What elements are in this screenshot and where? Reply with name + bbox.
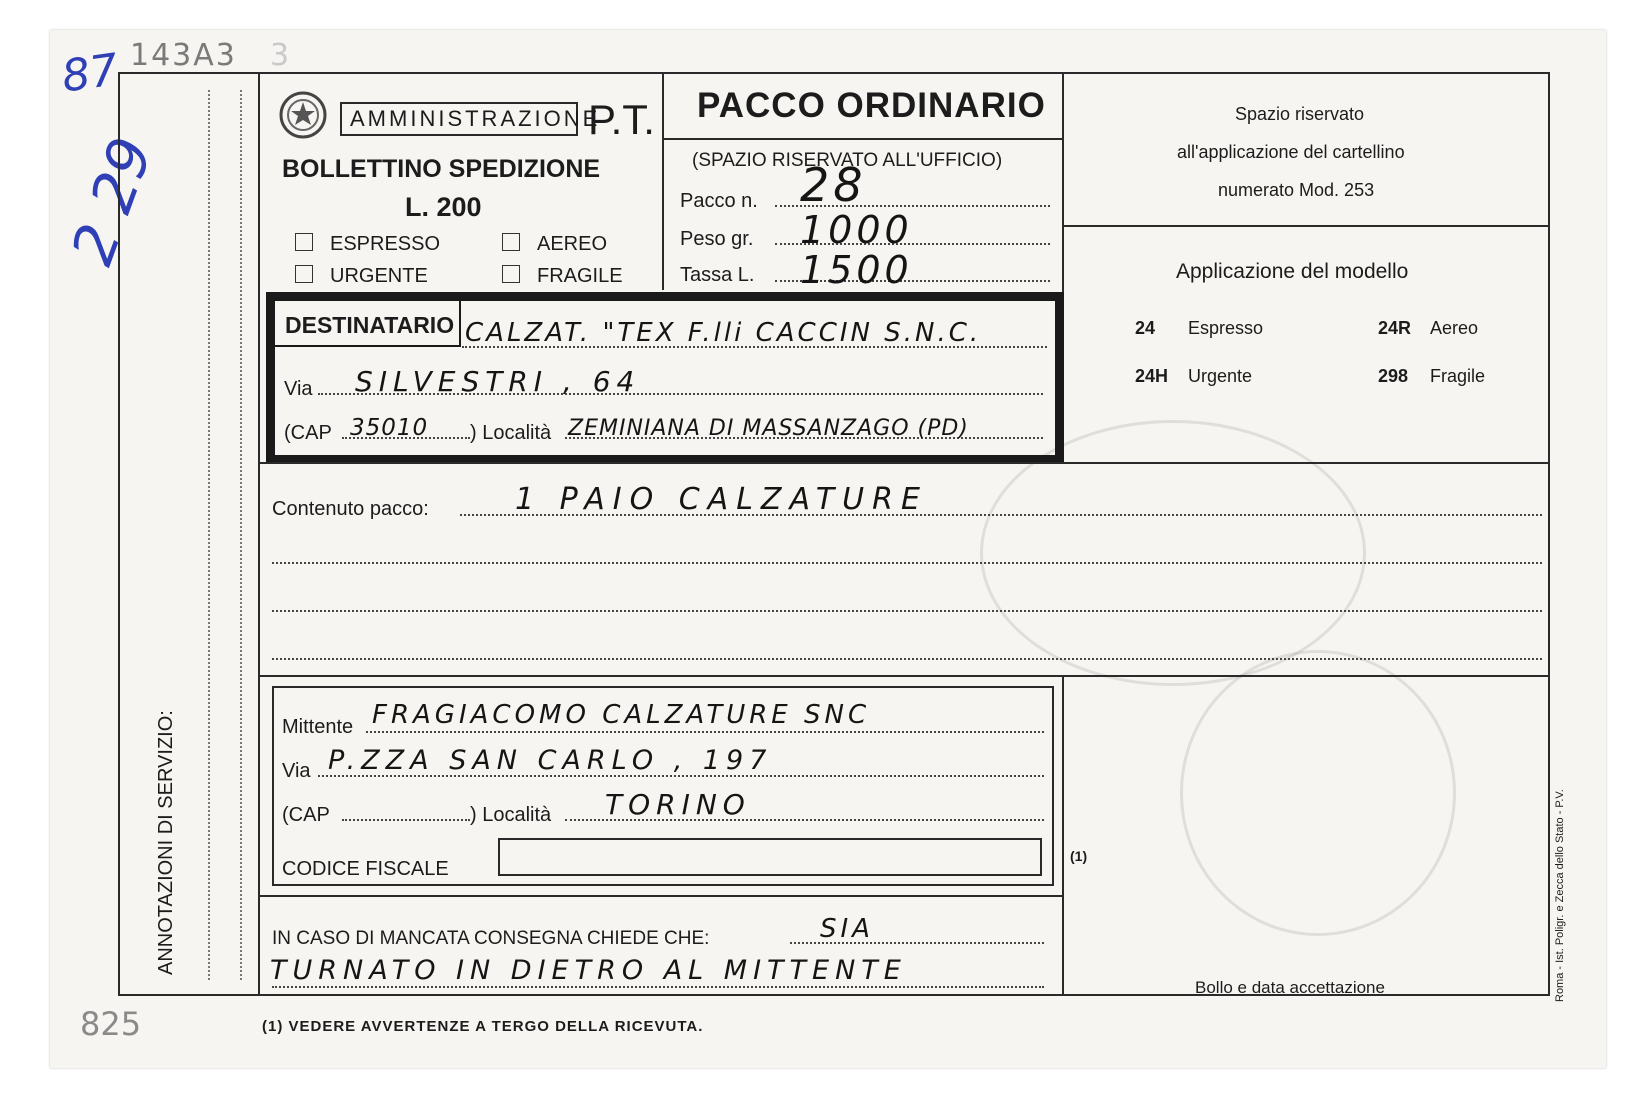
admin-suffix: P.T. — [588, 96, 655, 143]
mittente-footnote-mark: (1) — [1070, 848, 1088, 864]
handwritten-825: 825 — [80, 1005, 142, 1043]
destinatario-localita-value: ZEMINIANA DI MASSANZAGO (PD) — [568, 416, 969, 441]
handwritten-top-note: 143A3 — [130, 38, 237, 73]
admin-label: AMMINISTRAZIONE — [350, 106, 601, 131]
contenuto-top-border — [258, 462, 1550, 464]
reserved-line2: all'applicazione del cartellino — [1177, 142, 1405, 162]
destinatario-title: DESTINATARIO — [285, 312, 455, 338]
fragile-checkbox[interactable] — [502, 265, 520, 283]
reserved-line3: numerato Mod. 253 — [1218, 180, 1375, 200]
mittente-right-divider — [1062, 675, 1064, 996]
mancata-dots-2 — [272, 986, 1044, 988]
mittente-value: FRAGIACOMO CALZATURE SNC — [372, 700, 871, 730]
modello-name-espresso: Espresso — [1188, 318, 1264, 338]
contenuto-dots-3 — [272, 610, 1542, 612]
espresso-checkbox[interactable] — [295, 233, 313, 251]
printer-credit: Roma - Ist. Poligr. e Zecca dello Stato - P.V. — [1554, 789, 1566, 1002]
contenuto-label: Contenuto pacco: — [272, 498, 429, 520]
margin-dotted-2 — [240, 90, 242, 980]
pacco-title-divider — [662, 138, 1062, 140]
aereo-checkbox[interactable] — [502, 233, 520, 251]
mancata-label: IN CASO DI MANCATA CONSEGNA CHIEDE CHE: — [272, 928, 710, 949]
tassa-label: Tassa L. — [680, 264, 755, 286]
destinatario-via-label: Via — [284, 378, 313, 400]
modello-code-298: 298 — [1378, 366, 1409, 386]
reserved-divider — [1062, 225, 1550, 227]
mittente-via-label: Via — [282, 760, 311, 782]
tassa-value: 1500 — [800, 248, 913, 292]
fragile-label: FRAGILE — [537, 265, 623, 287]
handwritten-blue-229: 2 29 — [58, 128, 167, 274]
contenuto-dots-2 — [272, 562, 1542, 564]
mittente-label: Mittente — [282, 716, 354, 738]
reserved-line1: Spazio riservato — [1235, 104, 1365, 124]
emblem-icon — [278, 88, 328, 142]
urgente-checkbox[interactable] — [295, 265, 313, 283]
margin-dotted-1 — [208, 90, 210, 980]
modello-code-24r: 24R — [1378, 318, 1412, 338]
margin-divider — [258, 72, 260, 996]
codice-fiscale-label: CODICE FISCALE — [282, 858, 449, 880]
codice-fiscale-field[interactable] — [498, 838, 1042, 876]
handwritten-top-note-faint: 3 — [270, 38, 290, 73]
mittente-via-value: P.ZZA SAN CARLO , 197 — [328, 745, 773, 776]
bollettino-price: L. 200 — [405, 192, 482, 222]
destinatario-via-value: SILVESTRI , 64 — [355, 365, 641, 398]
peso-value: 1000 — [800, 208, 913, 252]
mittente-dots — [366, 731, 1044, 733]
mancata-value-2: TURNATO IN DIETRO AL MITTENTE — [270, 955, 907, 986]
pacco-value: 28 — [800, 158, 867, 212]
destinatario-cap-value: 35010 — [350, 415, 429, 441]
destinatario-localita-label: ) Località — [470, 422, 552, 444]
mancata-top-border — [258, 895, 1064, 897]
peso-label: Peso gr. — [680, 228, 754, 250]
pacco-label: Pacco n. — [680, 190, 758, 212]
handwritten-blue-87: 87 — [58, 44, 122, 103]
destinatario-name: CALZAT. "TEX F.lli CACCIN S.N.C. — [465, 318, 982, 348]
modello-title: Applicazione del modello — [1176, 260, 1409, 283]
mittente-cap-dots — [342, 819, 470, 821]
mancata-value-1: SIA — [820, 914, 874, 944]
contenuto-bottom-border — [258, 675, 1550, 677]
modello-code-24h: 24H — [1135, 366, 1169, 386]
header-divider-1 — [662, 72, 664, 290]
mittente-localita-label: ) Località — [470, 804, 552, 826]
contenuto-dots-4 — [272, 658, 1542, 660]
annotazioni-label: ANNOTAZIONI DI SERVIZIO: — [155, 710, 177, 975]
aereo-label: AEREO — [537, 233, 608, 255]
mittente-localita-value: TORINO — [605, 788, 751, 821]
urgente-label: URGENTE — [330, 265, 428, 287]
footnote: (1) VEDERE AVVERTENZE A TERGO DELLA RICEVUTA. — [262, 1018, 704, 1035]
bollo-label: Bollo e data accettazione — [1195, 978, 1385, 997]
modello-code-24: 24 — [1135, 318, 1156, 338]
mittente-cap-label: (CAP — [282, 804, 330, 826]
modello-name-fragile: Fragile — [1430, 366, 1486, 386]
destinatario-cap-label: (CAP — [284, 422, 332, 444]
office-note: (SPAZIO RISERVATO ALL'UFFICIO) — [692, 150, 1003, 171]
espresso-label: ESPRESSO — [330, 233, 441, 255]
modello-name-aereo: Aereo — [1430, 318, 1479, 338]
contenuto-value: 1 PAIO CALZATURE — [515, 482, 928, 517]
bollettino-title: BOLLETTINO SPEDIZIONE — [282, 155, 601, 183]
pacco-title: PACCO ORDINARIO — [697, 86, 1046, 125]
modello-name-urgente: Urgente — [1188, 366, 1253, 386]
